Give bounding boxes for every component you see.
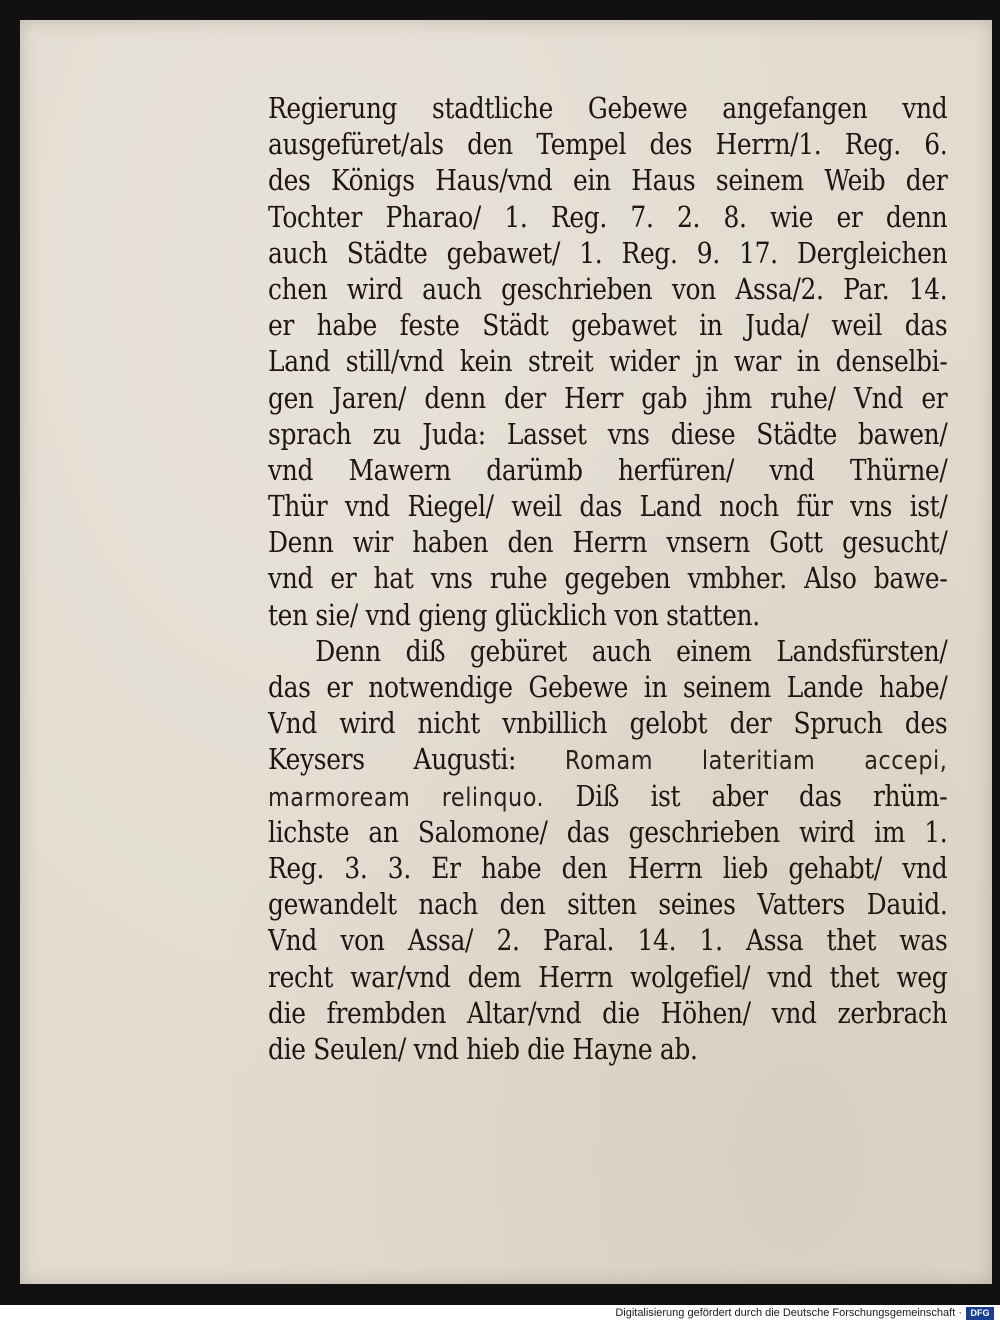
text-line: die frembden Altar/vnd die Höhen/ vnd zerbrach	[268, 995, 948, 1030]
paragraph-start-line: Denn diß gebüret auch einem Landsfürsten/	[315, 633, 948, 668]
text-line: das er notwendige Gebewe in seinem Lande habe/	[268, 670, 948, 704]
text-line: des Königs Haus/vnd ein Haus seinem Weib der	[268, 163, 948, 198]
text-line: Vnd von Assa/ 2. Paral. 14. 1. Assa thet was	[268, 923, 948, 958]
text-line: er habe feste Städt gebawet in Juda/ weil das	[268, 308, 948, 343]
text-line: chen wird auch geschrieben von Assa/2. Par. 14.	[268, 271, 948, 306]
text-line	[268, 741, 947, 777]
latin-quote: Romam lateritiam accepi,	[564, 746, 948, 777]
page-text	[268, 90, 948, 1067]
text-line: Reg. 3. 3. Er habe den Herrn lieb gehabt/ vnd	[268, 850, 948, 885]
text-fragment: Diß ist aber das rhüm-	[575, 778, 948, 813]
dfg-logo: DFG	[966, 1307, 994, 1320]
funding-notice: Digitalisierung gefördert durch die Deutsche Forschungsgemeinschaft ·	[615, 1307, 962, 1319]
text-line	[268, 778, 947, 814]
text-line: recht war/vnd dem Herrn wolgefiel/ vnd thet weg	[268, 959, 948, 994]
text-line: lichste an Salomone/ das geschrieben wird im 1.	[268, 814, 948, 849]
text-line: die Seulen/ vnd hieb die Hayne ab.	[268, 1031, 698, 1066]
text-line: auch Städte gebawet/ 1. Reg. 9. 17. Dergleichen	[268, 235, 948, 270]
text-fragment: Keysers Augusti:	[268, 742, 517, 777]
text-line: gewandelt nach den sitten seines Vatters Dauid.	[268, 887, 948, 922]
text-line: Vnd wird nicht vnbillich gelobt der Spruch des	[268, 706, 948, 741]
text-line: vnd er hat vns ruhe gegeben vmbher. Also bawe-	[268, 561, 948, 596]
text-line: Tochter Pharao/ 1. Reg. 7. 2. 8. wie er denn	[268, 199, 948, 234]
text-line: sprach zu Juda: Lasset vns diese Städte bawen/	[268, 416, 948, 451]
text-line: Regierung stadtliche Gebewe angefangen vnd	[268, 91, 948, 125]
book-page	[20, 20, 992, 1284]
text-line: ten sie/ vnd gieng glücklich von statten.	[268, 597, 760, 632]
text-line: Denn wir haben den Herrn vnsern Gott gesucht/	[268, 525, 948, 560]
text-line: Land still/vnd kein streit wider jn war in denselbi-	[268, 344, 948, 379]
text-line: ausgefüret/als den Tempel des Herrn/1. Reg. 6.	[268, 127, 948, 162]
digitization-footer	[0, 1305, 1000, 1323]
latin-quote: marmoream relinquo.	[268, 782, 545, 813]
text-line: gen Jaren/ denn der Herr gab jhm ruhe/ Vnd er	[268, 380, 948, 415]
text-line: vnd Mawern darümb herfüren/ vnd Thürne/	[268, 452, 948, 487]
text-line: Thür vnd Riegel/ weil das Land noch für vns ist/	[268, 489, 948, 524]
